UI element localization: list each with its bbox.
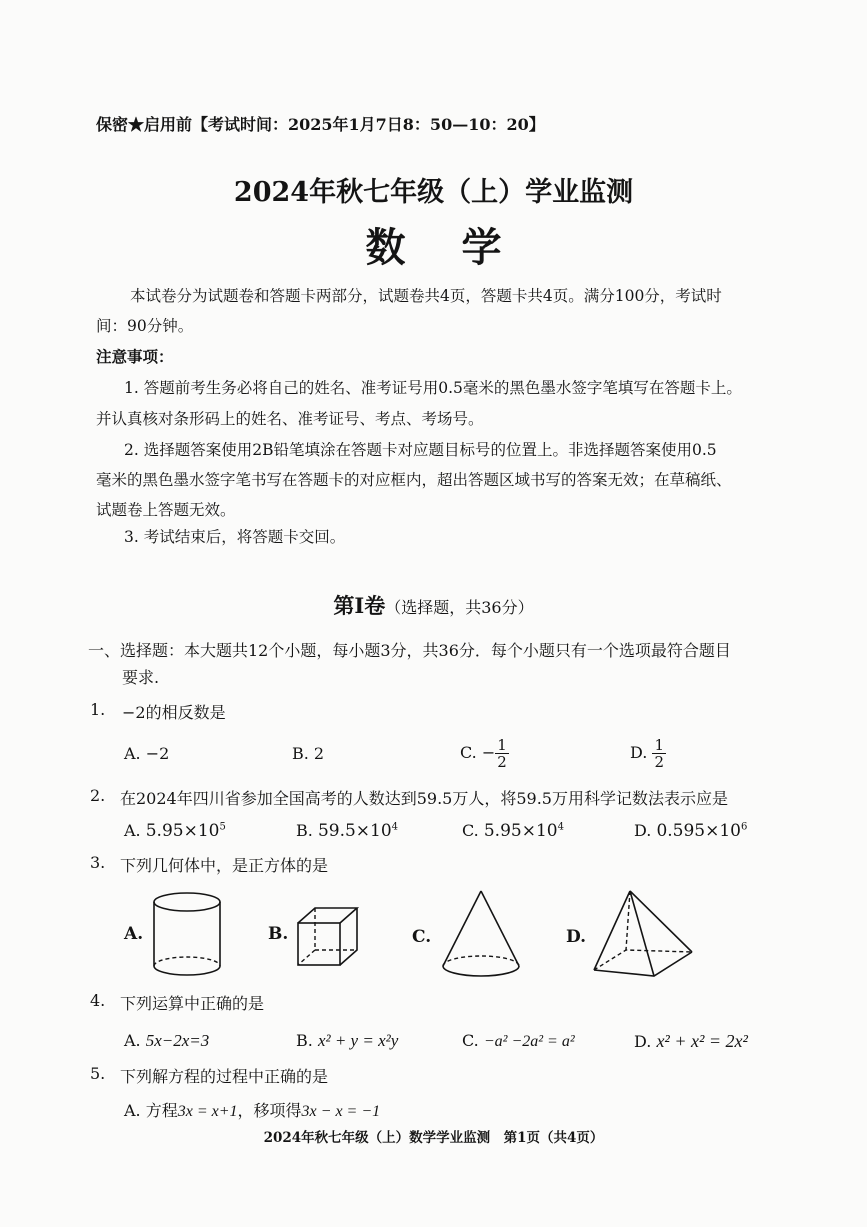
option-expression: −a² −2a² = a² (483, 1033, 575, 1050)
section-title (0, 590, 867, 620)
note-2-line-2: 毫米的黑色墨水签字笔书写在答题卡的对应框内，超出答题区域书写的答案无效；在草稿纸、 (96, 471, 732, 489)
note-2-line-1: 2. 选择题答案使用2B铅笔填涂在答题卡对应题目标号的位置上。非选择题答案使用0.5 (124, 441, 717, 459)
question-3-option-a-label: A. (124, 924, 144, 944)
question-5-number: 5. (90, 1064, 106, 1083)
question-4-option-a (124, 1031, 209, 1051)
subject-title: 数学 (365, 224, 558, 271)
question-2-stem: 在2024年四川省参加全国高考的人数达到59.5万人，将59.5万用科学记数法表示应是 (120, 789, 728, 808)
question-4-stem: 下列运算中正确的是 (120, 994, 265, 1013)
question-1-option-d (630, 737, 666, 770)
question-1-stem: −2的相反数是 (122, 703, 226, 722)
section-instructions-line-2: 要求. (122, 668, 160, 687)
option-expression: 5x−2x=3 (145, 1031, 210, 1050)
option-result: 3x − x = −1 (301, 1103, 381, 1120)
cylinder-icon (150, 890, 225, 980)
question-4-option-c (462, 1031, 575, 1051)
question-1-option-b: B. 2 (292, 744, 325, 763)
note-2-line-3: 试题卷上答题无效。 (96, 501, 236, 519)
question-1-number: 1. (90, 700, 106, 719)
question-5-option-a (124, 1098, 380, 1121)
option-value: 5.95×10 (483, 821, 558, 841)
pyramid-icon (590, 888, 696, 983)
cube-icon (295, 905, 360, 967)
question-4-option-d (634, 1031, 748, 1052)
page-footer: 2024年秋七年级（上）数学学业监测 第1页（共4页） (263, 1130, 604, 1146)
option-label: B. (296, 1031, 313, 1050)
question-2-option-b (296, 821, 398, 841)
option-label: A. (124, 821, 141, 840)
option-label: D. (634, 821, 652, 840)
fraction-numerator: 1 (497, 736, 507, 754)
cone-icon (438, 888, 524, 983)
intro-line-1: 本试卷分为试题卷和答题卡两部分，试题卷共4页，答题卡共4页。满分100分，考试时 (130, 287, 722, 305)
note-1-line-2: 并认真核对条形码上的姓名、准考证号、考点、考场号。 (96, 410, 484, 428)
section-subtitle: （选择题，共36分） (385, 598, 534, 617)
option-expression: x² + y = x²y (317, 1031, 399, 1050)
fraction-numerator: 1 (654, 736, 664, 754)
question-3-option-b-label: B. (268, 924, 289, 944)
question-1-option-d-label: D. (630, 743, 653, 762)
option-value: 0.595×10 (656, 821, 741, 841)
option-label: A. 方程 (124, 1101, 178, 1120)
option-label: C. (462, 1031, 479, 1050)
question-3-option-d-label: D. (566, 927, 587, 947)
option-value: 59.5×10 (317, 821, 392, 841)
question-3-stem: 下列几何体中，是正方体的是 (120, 856, 329, 875)
question-3-option-c-label: C. (412, 927, 432, 947)
question-2-option-d (634, 821, 747, 841)
option-exponent: 5 (219, 821, 226, 833)
question-2-option-c (462, 821, 564, 841)
question-1-option-d-fraction (652, 737, 666, 770)
option-exponent: 4 (391, 821, 399, 833)
section-title-main: 第Ⅰ卷 (333, 593, 386, 618)
option-label: A. (124, 1031, 141, 1050)
question-1-option-c-fraction (495, 737, 509, 770)
question-1-option-a: A. −2 (124, 744, 170, 763)
note-3: 3. 考试结束后，将答题卡交回。 (124, 528, 346, 546)
option-label: D. (634, 1032, 652, 1051)
option-exponent: 4 (557, 821, 564, 833)
option-equation: 3x = x+1 (177, 1103, 238, 1120)
confidential-header: 保密★启用前【考试时间：2025年1月7日8：50—10：20】 (96, 115, 545, 134)
option-label: C. (462, 821, 479, 840)
fraction-denominator: 2 (497, 753, 507, 771)
note-1-line-1: 1. 答题前考生务必将自己的姓名、准考证号用0.5毫米的黑色墨水签字笔填写在答题卡上。 (124, 379, 742, 397)
fraction-denominator: 2 (654, 753, 664, 771)
question-4-number: 4. (90, 991, 106, 1010)
question-2-option-a (124, 821, 226, 841)
question-3-number: 3. (90, 853, 106, 872)
section-instructions-line-1: 一、选择题：本大题共12个小题，每小题3分，共36分．每个小题只有一个选项最符合题目 (88, 641, 731, 660)
intro-line-2: 间：90分钟。 (96, 317, 194, 335)
question-1-option-c-label: C. − (460, 743, 496, 762)
question-1-option-c (460, 737, 509, 770)
option-value: 5.95×10 (145, 821, 220, 841)
question-4-option-b (296, 1031, 398, 1051)
option-text: ，移项得 (237, 1101, 302, 1120)
option-label: B. (296, 821, 313, 840)
question-5-stem: 下列解方程的过程中正确的是 (120, 1067, 329, 1086)
question-2-number: 2. (90, 786, 106, 805)
exam-title: 2024年秋七年级（上）学业监测 (233, 177, 634, 208)
notes-title: 注意事项： (96, 347, 174, 366)
option-exponent: 6 (740, 821, 748, 833)
option-expression: x² + x² = 2x² (656, 1031, 748, 1051)
